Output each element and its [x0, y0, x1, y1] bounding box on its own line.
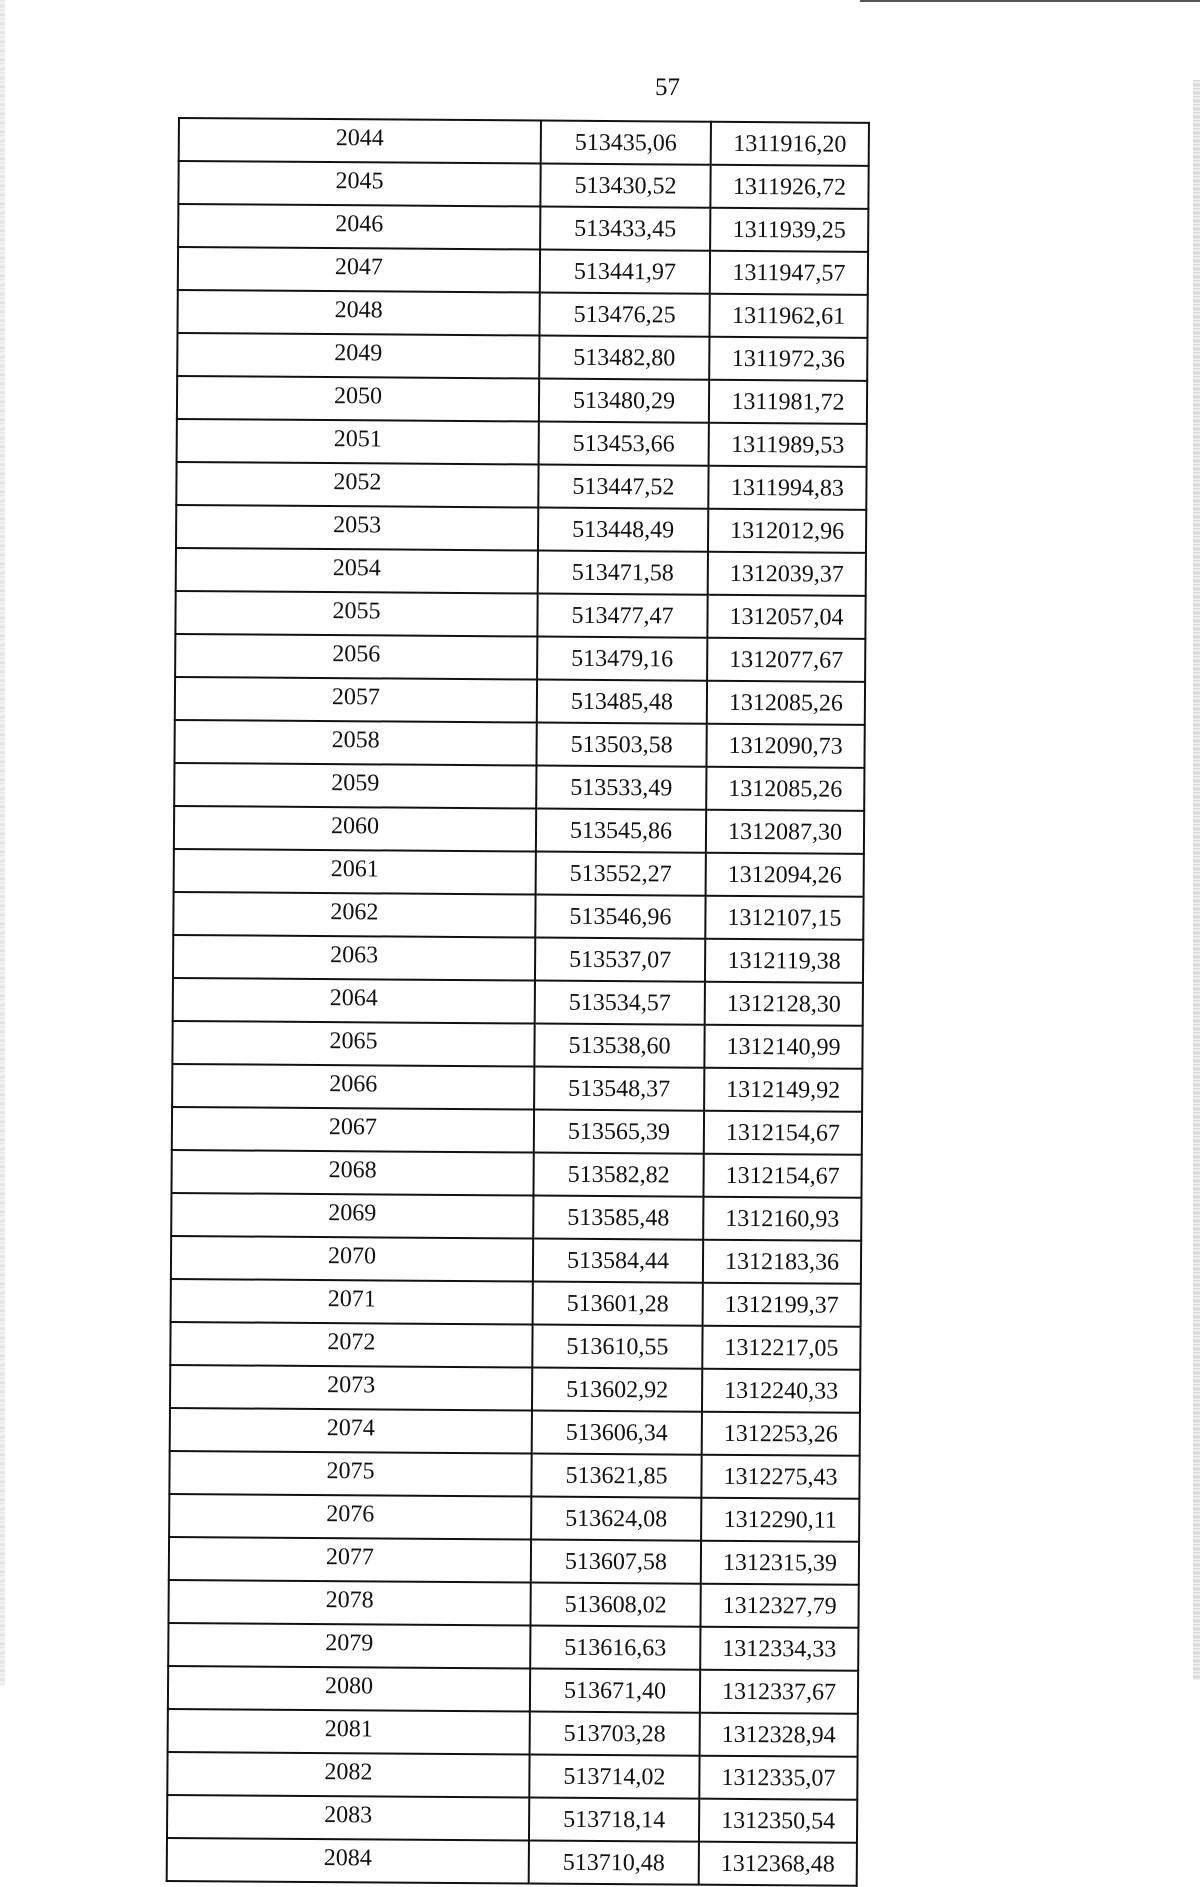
- table-row: [174, 763, 864, 811]
- x-coordinate-cell: 513533,49: [536, 766, 706, 810]
- y-coordinate-cell: 1312039,37: [708, 552, 866, 596]
- y-coordinate-cell: 1311972,36: [709, 337, 867, 381]
- x-coordinate-cell: 513433,45: [540, 207, 710, 251]
- y-coordinate-cell: 1312090,73: [706, 724, 864, 768]
- table-row: [167, 1752, 857, 1800]
- y-coordinate-cell: 1312368,48: [699, 1842, 857, 1886]
- table-row: [170, 1322, 860, 1370]
- point-number-cell: 2052: [176, 462, 538, 508]
- table-row: [171, 1193, 861, 1241]
- point-number-cell: 2044: [179, 118, 541, 164]
- point-number-cell: 2072: [170, 1322, 532, 1368]
- point-number-cell: 2080: [168, 1666, 530, 1712]
- x-coordinate-cell: 513480,29: [539, 379, 709, 423]
- point-number-cell: 2076: [169, 1494, 531, 1540]
- table-row: [177, 419, 867, 467]
- x-coordinate-cell: 513534,57: [535, 981, 705, 1025]
- table-row: [168, 1580, 858, 1628]
- point-number-cell: 2064: [173, 978, 535, 1024]
- table-row: [171, 1279, 861, 1327]
- x-coordinate-cell: 513538,60: [534, 1024, 704, 1068]
- table-row: [179, 118, 869, 166]
- table-row: [169, 1494, 859, 1542]
- table-row: [177, 333, 867, 381]
- table-row: [172, 1064, 862, 1112]
- point-number-cell: 2054: [176, 548, 538, 594]
- point-number-cell: 2082: [167, 1752, 529, 1798]
- x-coordinate-cell: 513548,37: [534, 1067, 704, 1111]
- x-coordinate-cell: 513430,52: [540, 164, 710, 208]
- table-row: [178, 204, 868, 252]
- x-coordinate-cell: 513602,92: [532, 1368, 702, 1412]
- point-number-cell: 2081: [168, 1709, 530, 1755]
- x-coordinate-cell: 513482,80: [539, 336, 709, 380]
- y-coordinate-cell: 1312315,39: [701, 1541, 859, 1585]
- y-coordinate-cell: 1312154,67: [703, 1154, 861, 1198]
- x-coordinate-cell: 513546,96: [535, 895, 705, 939]
- point-number-cell: 2084: [167, 1838, 529, 1884]
- x-coordinate-cell: 513503,58: [536, 723, 706, 767]
- point-number-cell: 2075: [169, 1451, 531, 1497]
- table-row: [176, 462, 866, 510]
- coordinates-table-body: [167, 118, 869, 1886]
- x-coordinate-cell: 513435,06: [541, 121, 711, 165]
- y-coordinate-cell: 1312077,67: [707, 638, 865, 682]
- point-number-cell: 2073: [170, 1365, 532, 1411]
- point-number-cell: 2059: [174, 763, 536, 809]
- x-coordinate-cell: 513621,85: [531, 1454, 701, 1498]
- x-coordinate-cell: 513565,39: [534, 1110, 704, 1154]
- point-number-cell: 2063: [173, 935, 535, 981]
- x-coordinate-cell: 513671,40: [530, 1668, 700, 1712]
- y-coordinate-cell: 1312328,94: [700, 1713, 858, 1757]
- table-row: [175, 677, 865, 725]
- y-coordinate-cell: 1312085,26: [707, 681, 865, 725]
- x-coordinate-cell: 513552,27: [536, 852, 706, 896]
- scan-top-line: [860, 0, 1200, 2]
- table-row: [168, 1623, 858, 1671]
- table-row: [167, 1838, 857, 1886]
- y-coordinate-cell: 1312012,96: [708, 509, 866, 553]
- table-row: [175, 591, 865, 639]
- x-coordinate-cell: 513585,48: [533, 1196, 703, 1240]
- x-coordinate-cell: 513710,48: [529, 1840, 699, 1884]
- x-coordinate-cell: 513601,28: [533, 1282, 703, 1326]
- table-row: [175, 634, 865, 682]
- y-coordinate-cell: 1312107,15: [705, 896, 863, 940]
- y-coordinate-cell: 1312253,26: [702, 1412, 860, 1456]
- x-coordinate-cell: 513545,86: [536, 809, 706, 853]
- x-coordinate-cell: 513714,02: [529, 1754, 699, 1798]
- table-row: [169, 1537, 859, 1585]
- scan-edge-right: [1193, 80, 1200, 1680]
- x-coordinate-cell: 513624,08: [531, 1497, 701, 1541]
- x-coordinate-cell: 513485,48: [537, 680, 707, 724]
- y-coordinate-cell: 1312057,04: [707, 595, 865, 639]
- y-coordinate-cell: 1311994,83: [708, 466, 866, 510]
- table-row: [168, 1666, 858, 1714]
- point-number-cell: 2058: [174, 720, 536, 766]
- y-coordinate-cell: 1312085,26: [706, 767, 864, 811]
- y-coordinate-cell: 1312275,43: [701, 1455, 859, 1499]
- y-coordinate-cell: 1312327,79: [700, 1584, 858, 1628]
- table-row: [176, 505, 866, 553]
- point-number-cell: 2067: [172, 1107, 534, 1153]
- x-coordinate-cell: 513608,02: [530, 1582, 700, 1626]
- y-coordinate-cell: 1312160,93: [703, 1197, 861, 1241]
- y-coordinate-cell: 1311962,61: [709, 294, 867, 338]
- table-row: [168, 1709, 858, 1757]
- point-number-cell: 2049: [177, 333, 539, 379]
- x-coordinate-cell: 513616,63: [530, 1625, 700, 1669]
- table-row: [173, 978, 863, 1026]
- table-row: [170, 1365, 860, 1413]
- table-row: [176, 548, 866, 596]
- y-coordinate-cell: 1312240,33: [702, 1369, 860, 1413]
- point-number-cell: 2062: [173, 892, 535, 938]
- y-coordinate-cell: 1311939,25: [710, 208, 868, 252]
- y-coordinate-cell: 1312094,26: [706, 853, 864, 897]
- y-coordinate-cell: 1312290,11: [701, 1498, 859, 1542]
- point-number-cell: 2070: [171, 1236, 533, 1282]
- point-number-cell: 2056: [175, 634, 537, 680]
- table-row: [177, 376, 867, 424]
- point-number-cell: 2069: [171, 1193, 533, 1239]
- point-number-cell: 2046: [178, 204, 540, 250]
- point-number-cell: 2045: [178, 161, 540, 207]
- x-coordinate-cell: 513718,14: [529, 1797, 699, 1841]
- table-row: [171, 1150, 861, 1198]
- y-coordinate-cell: 1312199,37: [703, 1283, 861, 1327]
- y-coordinate-cell: 1312337,67: [700, 1670, 858, 1714]
- table-row: [174, 849, 864, 897]
- table-row: [178, 161, 868, 209]
- table-row: [173, 892, 863, 940]
- x-coordinate-cell: 513537,07: [535, 938, 705, 982]
- x-coordinate-cell: 513448,49: [538, 508, 708, 552]
- point-number-cell: 2068: [171, 1150, 533, 1196]
- point-number-cell: 2051: [177, 419, 539, 465]
- table-row: [167, 1795, 857, 1843]
- point-number-cell: 2079: [168, 1623, 530, 1669]
- point-number-cell: 2057: [175, 677, 537, 723]
- page-number: 57: [655, 74, 680, 101]
- x-coordinate-cell: 513477,47: [537, 594, 707, 638]
- table-row: [173, 935, 863, 983]
- point-number-cell: 2065: [172, 1021, 534, 1067]
- x-coordinate-cell: 513607,58: [531, 1539, 701, 1583]
- point-number-cell: 2071: [171, 1279, 533, 1325]
- table-row: [170, 1408, 860, 1456]
- point-number-cell: 2061: [174, 849, 536, 895]
- y-coordinate-cell: 1312119,38: [705, 939, 863, 983]
- scan-edge-left: [0, 0, 5, 1686]
- y-coordinate-cell: 1311947,57: [710, 251, 868, 295]
- table-row: [172, 1021, 862, 1069]
- y-coordinate-cell: 1311926,72: [710, 165, 868, 209]
- table-row: [172, 1107, 862, 1155]
- point-number-cell: 2048: [177, 290, 539, 336]
- x-coordinate-cell: 513582,82: [533, 1153, 703, 1197]
- point-number-cell: 2077: [169, 1537, 531, 1583]
- y-coordinate-cell: 1312335,07: [699, 1756, 857, 1800]
- point-number-cell: 2066: [172, 1064, 534, 1110]
- point-number-cell: 2047: [178, 247, 540, 293]
- x-coordinate-cell: 513606,34: [532, 1411, 702, 1455]
- y-coordinate-cell: 1312334,33: [700, 1627, 858, 1671]
- y-coordinate-cell: 1312128,30: [705, 982, 863, 1026]
- x-coordinate-cell: 513447,52: [538, 465, 708, 509]
- x-coordinate-cell: 513584,44: [533, 1239, 703, 1283]
- x-coordinate-cell: 513476,25: [539, 293, 709, 337]
- table-row: [169, 1451, 859, 1499]
- x-coordinate-cell: 513479,16: [537, 637, 707, 681]
- x-coordinate-cell: 513471,58: [538, 551, 708, 595]
- table-row: [174, 720, 864, 768]
- x-coordinate-cell: 513703,28: [530, 1711, 700, 1755]
- coordinates-table: [166, 117, 870, 1887]
- y-coordinate-cell: 1312149,92: [704, 1068, 862, 1112]
- table-row: [177, 290, 867, 338]
- y-coordinate-cell: 1312140,99: [704, 1025, 862, 1069]
- point-number-cell: 2053: [176, 505, 538, 551]
- table-row: [174, 806, 864, 854]
- table-row: [171, 1236, 861, 1284]
- y-coordinate-cell: 1312087,30: [706, 810, 864, 854]
- x-coordinate-cell: 513441,97: [540, 250, 710, 294]
- y-coordinate-cell: 1311989,53: [709, 423, 867, 467]
- point-number-cell: 2060: [174, 806, 536, 852]
- x-coordinate-cell: 513453,66: [539, 422, 709, 466]
- y-coordinate-cell: 1311916,20: [711, 122, 869, 166]
- point-number-cell: 2078: [168, 1580, 530, 1626]
- point-number-cell: 2074: [170, 1408, 532, 1454]
- table-row: [178, 247, 868, 295]
- y-coordinate-cell: 1311981,72: [709, 380, 867, 424]
- point-number-cell: 2055: [175, 591, 537, 637]
- y-coordinate-cell: 1312183,36: [703, 1240, 861, 1284]
- y-coordinate-cell: 1312350,54: [699, 1799, 857, 1843]
- y-coordinate-cell: 1312217,05: [702, 1326, 860, 1370]
- point-number-cell: 2050: [177, 376, 539, 422]
- point-number-cell: 2083: [167, 1795, 529, 1841]
- x-coordinate-cell: 513610,55: [532, 1325, 702, 1369]
- y-coordinate-cell: 1312154,67: [704, 1111, 862, 1155]
